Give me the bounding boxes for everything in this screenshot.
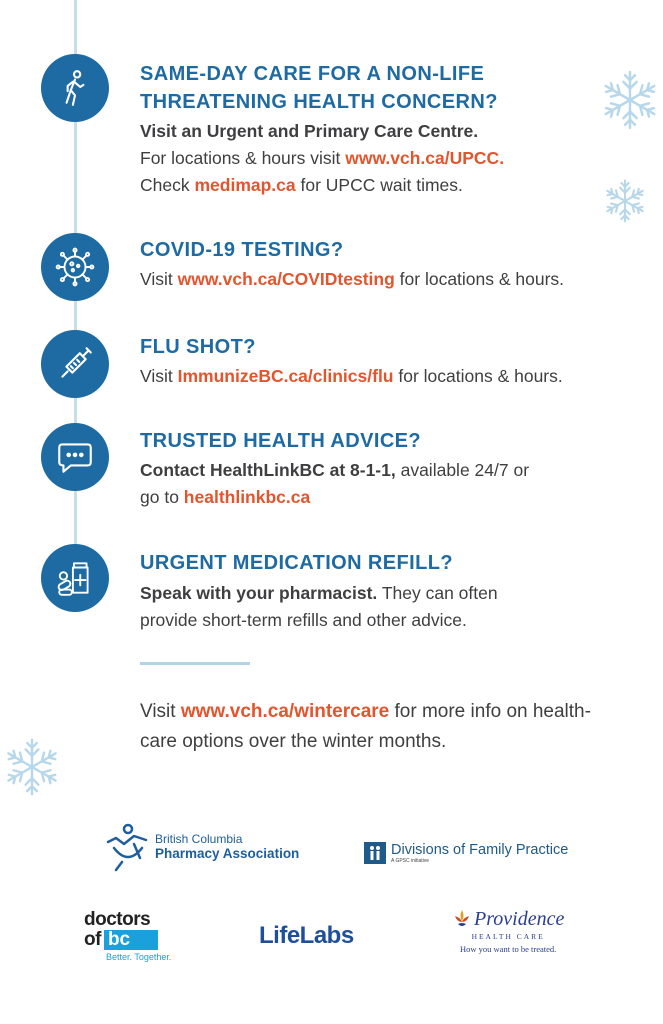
covid-post-text: for locations & hours. — [394, 269, 565, 289]
healthlink-post-text: available 24/7 or — [395, 460, 530, 480]
healthlinkbc-link[interactable]: healthlinkbc.ca — [183, 487, 311, 507]
section-body-same-day-care — [140, 118, 504, 199]
chat-bubble-icon — [41, 423, 109, 491]
section-body-flu-shot — [140, 363, 563, 390]
section-heading-medication-refill: URGENT MEDICATION REFILL? — [140, 552, 453, 574]
doctors-bc-text: bc — [104, 930, 158, 950]
lifelabs-logo: LifeLabs — [259, 922, 354, 949]
upcc-text: For locations & hours visit — [140, 148, 346, 168]
doctors-of-text: of — [84, 929, 101, 950]
dfp-logo — [364, 842, 568, 864]
providence-logo — [452, 908, 564, 954]
upcc-bold-text: Visit an Urgent and Primary Care Centre. — [140, 121, 479, 141]
section-body-covid-testing — [140, 266, 564, 293]
bcpa-logo — [104, 822, 299, 872]
dfp-sub: A GPSC initiative — [391, 858, 430, 864]
snowflake-icon — [0, 728, 64, 806]
pharmacist-bold-text: Speak with your pharmacist. — [140, 583, 378, 603]
providence-health-care: HEALTH CARE — [471, 932, 545, 941]
wintercare-link[interactable]: www.vch.ca/wintercare — [180, 701, 390, 722]
bcpa-line1: British Columbia — [155, 832, 243, 846]
dfp-name: Divisions of Family Practice — [391, 842, 569, 858]
snowflake-icon — [600, 177, 650, 225]
doctors-of-bc-logo — [84, 910, 171, 962]
medimap-post-text: for UPCC wait times. — [295, 175, 463, 195]
flu-pre-text: Visit — [140, 366, 178, 386]
section-heading-same-day-care: SAME-DAY CARE FOR A NON-LIFE THREATENING HEALTH CONCERN? — [140, 63, 498, 113]
section-body-health-advice — [140, 457, 529, 511]
medimap-link[interactable]: medimap.ca — [194, 175, 296, 195]
section-heading-health-advice: TRUSTED HEALTH ADVICE? — [140, 430, 422, 452]
walking-person-icon — [41, 54, 109, 122]
pharmacist-post-text: They can often — [377, 583, 498, 603]
providence-name: Providence — [474, 908, 565, 930]
mortar-pestle-icon — [104, 822, 152, 872]
covid-pre-text: Visit — [140, 269, 178, 289]
section-body-medication-refill — [140, 580, 498, 634]
syringe-icon — [41, 330, 109, 398]
virus-icon — [41, 233, 109, 301]
section-heading-flu-shot: FLU SHOT? — [140, 336, 256, 358]
dfp-emblem-icon — [364, 842, 386, 864]
pharmacist-line2-text: provide short-term refills and other advice. — [140, 610, 467, 630]
doctors-tagline: Better. Together. — [106, 952, 172, 962]
doctors-text: doctors — [84, 909, 151, 930]
medimap-pre-text: Check — [140, 175, 195, 195]
footer-pre-text: Visit — [140, 701, 181, 722]
footer-text — [140, 697, 620, 757]
section-heading-covid-testing: COVID-19 TESTING? — [140, 239, 344, 261]
footer-post-text: for more info on health-care options over the winter months. — [140, 701, 591, 752]
divider — [140, 662, 250, 665]
providence-tagline: How you want to be treated. — [460, 944, 557, 954]
snowflake-icon — [597, 60, 663, 140]
covid-testing-link[interactable]: www.vch.ca/COVIDtesting — [177, 269, 395, 289]
upcc-link[interactable]: www.vch.ca/UPCC. — [345, 148, 505, 168]
healthlink-bold-text: Contact HealthLinkBC at 8-1-1, — [140, 460, 396, 480]
flu-post-text: for locations & hours. — [393, 366, 563, 386]
healthlink-pre-text: go to — [140, 487, 184, 507]
bcpa-line2: Pharmacy Association — [155, 846, 300, 861]
flu-clinics-link[interactable]: ImmunizeBC.ca/clinics/flu — [177, 366, 394, 386]
providence-flower-icon — [452, 908, 472, 930]
medication-bottle-icon — [41, 544, 109, 612]
